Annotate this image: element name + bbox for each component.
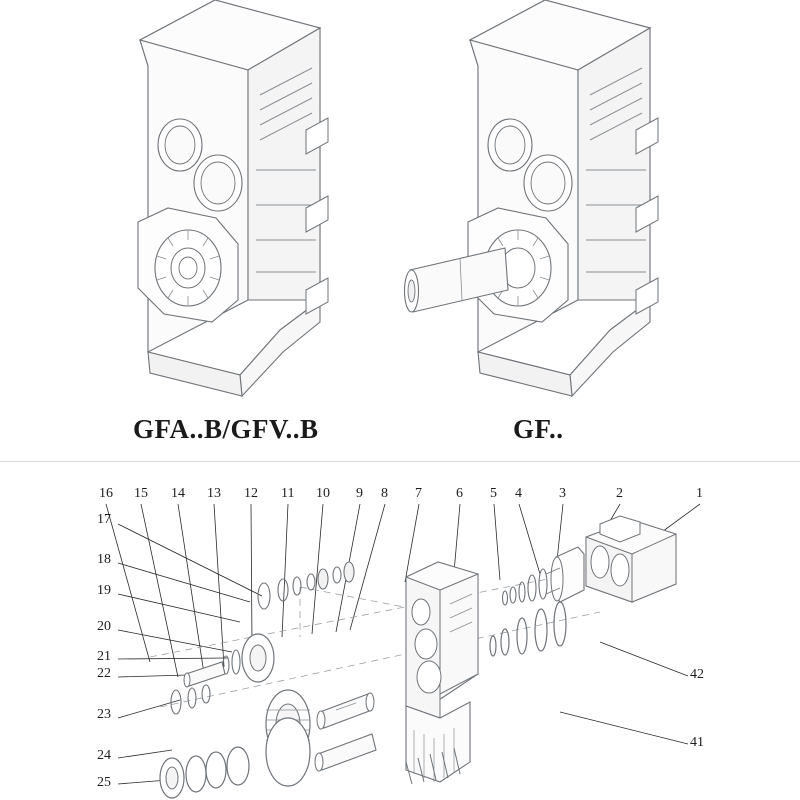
callout-12: 12 <box>244 486 258 501</box>
caption-left-view: GFA..B/GFV..B <box>133 414 319 444</box>
callout-2: 2 <box>616 486 623 501</box>
caption-right-view: GF.. <box>513 414 564 444</box>
callout-24: 24 <box>97 748 111 763</box>
exploded-view-section <box>0 462 800 800</box>
callout-18: 18 <box>97 552 111 567</box>
part-motor-adapter <box>586 516 676 602</box>
callout-41: 41 <box>690 735 704 750</box>
part-input-flange <box>551 547 584 602</box>
callout-5: 5 <box>490 486 497 501</box>
leader-lines-left <box>118 524 262 784</box>
callout-22: 22 <box>97 666 111 681</box>
callout-13: 13 <box>207 486 221 501</box>
callout-14: 14 <box>171 486 185 501</box>
exploded-assembly-drawing <box>0 462 800 800</box>
callout-25: 25 <box>97 775 111 790</box>
callout-8: 8 <box>381 486 388 501</box>
leader-lines-right <box>560 642 688 744</box>
part-housing <box>406 562 478 782</box>
callout-1: 1 <box>696 486 703 501</box>
callout-15: 15 <box>134 486 148 501</box>
callout-17: 17 <box>97 512 111 527</box>
part-seal-rings <box>490 602 566 656</box>
gearbox-view-right <box>405 0 659 396</box>
callout-42: 42 <box>690 667 704 682</box>
callout-10: 10 <box>316 486 330 501</box>
callout-16: 16 <box>99 486 113 501</box>
callout-19: 19 <box>97 583 111 598</box>
callout-23: 23 <box>97 707 111 722</box>
callout-21: 21 <box>97 649 111 664</box>
callout-3: 3 <box>559 486 566 501</box>
callout-7: 7 <box>415 486 422 501</box>
callout-11: 11 <box>281 486 295 501</box>
callout-9: 9 <box>356 486 363 501</box>
callout-6: 6 <box>456 486 463 501</box>
callout-4: 4 <box>515 486 522 501</box>
callout-20: 20 <box>97 619 111 634</box>
gearbox-view-left <box>138 0 328 396</box>
